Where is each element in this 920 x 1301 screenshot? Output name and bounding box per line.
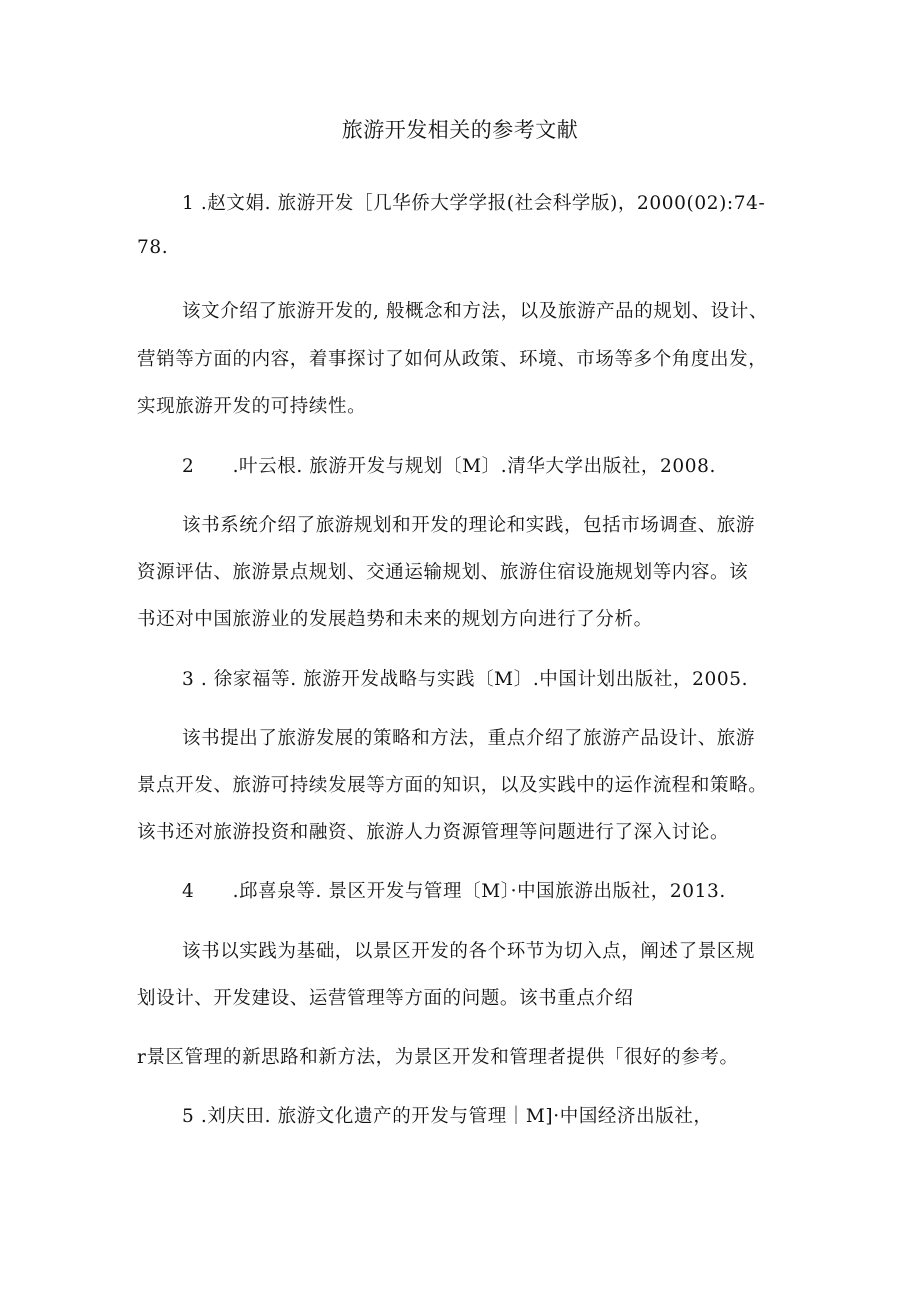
ref-4: 4 .邱喜泉等. 景区开发与管理〔M〕·中国旅游出版社，2013.: [182, 881, 726, 902]
ref-5: 5 .刘庆田. 旅游文化遗产的开发与管理｜M]·中国经济出版社，: [182, 1106, 713, 1127]
summary-4-line-1: 该书以实践为基础，以景区开发的各个环节为切入点，阐述了景区规: [182, 941, 756, 962]
summary-4-line-2: 划设计、开发建设、运营管理等方面的问题。该书重点介绍: [137, 988, 634, 1009]
summary-2-line-1: 该书系统介绍了旅游规划和开发的理论和实践，包括市场调查、旅游: [182, 515, 756, 536]
ref-1-line-2: 78.: [137, 237, 169, 258]
ref-2: 2 .叶云根. 旅游开发与规划〔M〕.清华大学出版社，2008.: [182, 456, 716, 477]
summary-1-line-3: 实现旅游开发的可持续性。: [137, 396, 367, 417]
ref-1-line-1: 1 .赵文娟. 旅游开发［几华侨大学学报(社会科学版)，2000(02):74-: [182, 193, 766, 214]
summary-4-line-3: r景区管理的新思路和新方法，为景区开发和管理者提供「很好的参考。: [137, 1047, 739, 1068]
summary-2-line-2: 资源评估、旅游景点规划、交通运输规划、旅游住宿设施规划等内容。该: [137, 562, 749, 583]
document-title: 旅游开发相关的参考文献: [341, 118, 579, 142]
summary-3-line-1: 该书提出了旅游发展的策略和方法，重点介绍了旅游产品设计、旅游: [182, 728, 756, 749]
ref-3: 3 . 徐家福等. 旅游开发战略与实践〔M〕.中国计划出版社，2005.: [182, 669, 749, 690]
summary-1-line-2: 营销等方面的内容，着事探讨了如何从政策、环境、市场等多个角度出发，: [137, 349, 768, 370]
summary-3-line-3: 该书还对旅游投资和融资、旅游人力资源管理等问题进行了深入讨论。: [137, 822, 730, 843]
summary-3-line-2: 景点开发、旅游可持续发展等方面的知识，以及实践中的运作流程和策略。: [137, 775, 768, 796]
summary-1-line-1: 该文介绍了旅游开发的, 般概念和方法，以及旅游产品的规划、设计、: [182, 301, 768, 322]
summary-2-line-3: 书还对中国旅游业的发展趋势和未来的规划方向进行了分析。: [137, 609, 653, 630]
